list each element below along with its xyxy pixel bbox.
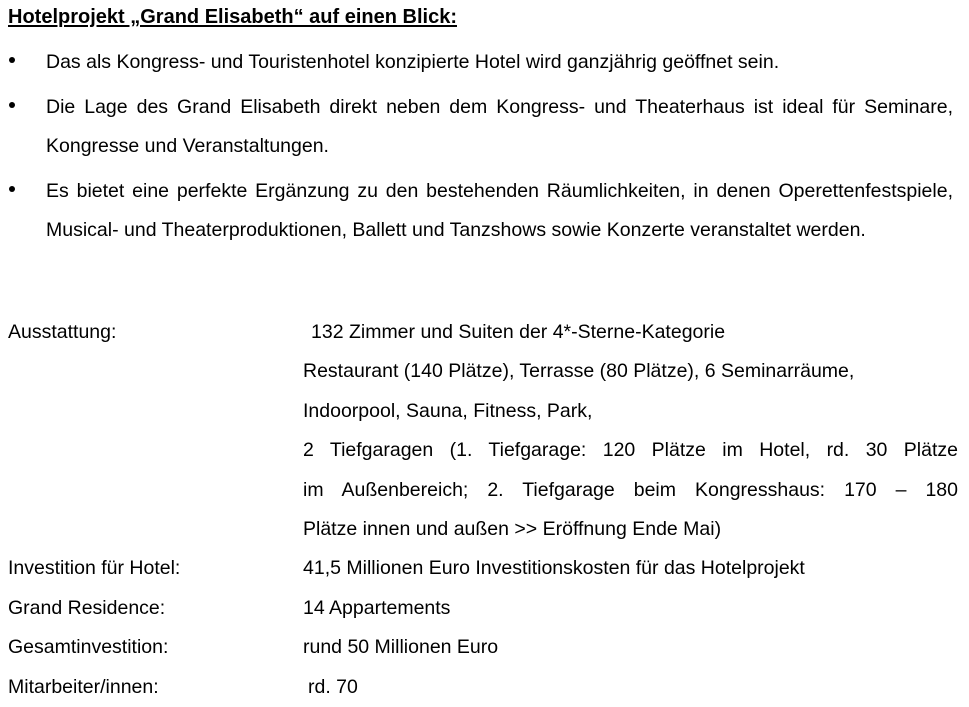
fact-value-line: Indoorpool, Sauna, Fitness, Park,: [303, 399, 593, 422]
list-item: [0, 43, 969, 82]
fact-values: [303, 589, 958, 628]
fact-sheet: [8, 313, 958, 707]
fact-value-line: 132 Zimmer und Suiten der 4*-Sterne-Kategorie: [311, 321, 726, 343]
fact-values: [303, 549, 958, 588]
list-item: [0, 172, 969, 250]
fact-values: [303, 668, 958, 707]
fact-value-line: 2 Tiefgaragen (1. Tiefgarage: 120 Plätze im Hotel, rd. 30 Plätze: [303, 439, 958, 462]
fact-label: Grand Residence:: [8, 596, 166, 619]
fact-label: Gesamtinvestition:: [8, 636, 169, 659]
fact-value-line: rd. 70: [308, 675, 358, 698]
page-title: Hotelprojekt „Grand Elisabeth“ auf einen Blick:: [8, 6, 457, 28]
fact-label: Investition für Hotel:: [8, 557, 181, 580]
fact-value-line: rund 50 Millionen Euro: [303, 636, 499, 659]
fact-values: [303, 628, 958, 667]
list-item-text: Das als Kongress- und Touristenhotel konzipierte Hotel wird ganzjährig geöffnet sein.: [46, 51, 780, 73]
fact-row-investition: [8, 549, 958, 588]
fact-label: Mitarbeiter/innen:: [8, 675, 159, 698]
fact-value-line: Plätze innen und außen >> Eröffnung Ende Mai): [303, 518, 722, 541]
fact-value-line: 14 Appartements: [303, 596, 451, 619]
fact-value-line: Restaurant (140 Plätze), Terrasse (80 Plätze), 6 Seminarräume,: [303, 360, 855, 383]
list-item: [0, 88, 969, 166]
fact-row-residence: [8, 589, 958, 628]
fact-value-line: 41,5 Millionen Euro Investitionskosten für das Hotelprojekt: [303, 557, 805, 580]
fact-row-gesamtinvestition: [8, 628, 958, 667]
list-item-text: Die Lage des Grand Elisabeth direkt neben dem Kongress- und Theaterhaus ist ideal für Seminare, Kongresse und Veranstaltungen.: [46, 96, 953, 157]
fact-label: Ausstattung:: [8, 321, 117, 343]
bullet-icon: [9, 57, 15, 63]
fact-values: [303, 313, 958, 549]
bullet-icon: [9, 102, 15, 108]
list-item-text: Es bietet eine perfekte Ergänzung zu den bestehenden Räumlichkeiten, in denen Operettenfestspiele, Musical- und Theaterproduktionen, Ballett und Tanzshows sowie Konzerte veranstaltet werden.: [46, 180, 953, 241]
key-points-list: [0, 43, 969, 256]
fact-row-mitarbeiter: [8, 668, 958, 707]
fact-row-ausstattung: [8, 313, 958, 549]
fact-value-line: im Außenbereich; 2. Tiefgarage beim Kongresshaus: 170 – 180: [303, 478, 958, 501]
bullet-icon: [9, 186, 15, 192]
